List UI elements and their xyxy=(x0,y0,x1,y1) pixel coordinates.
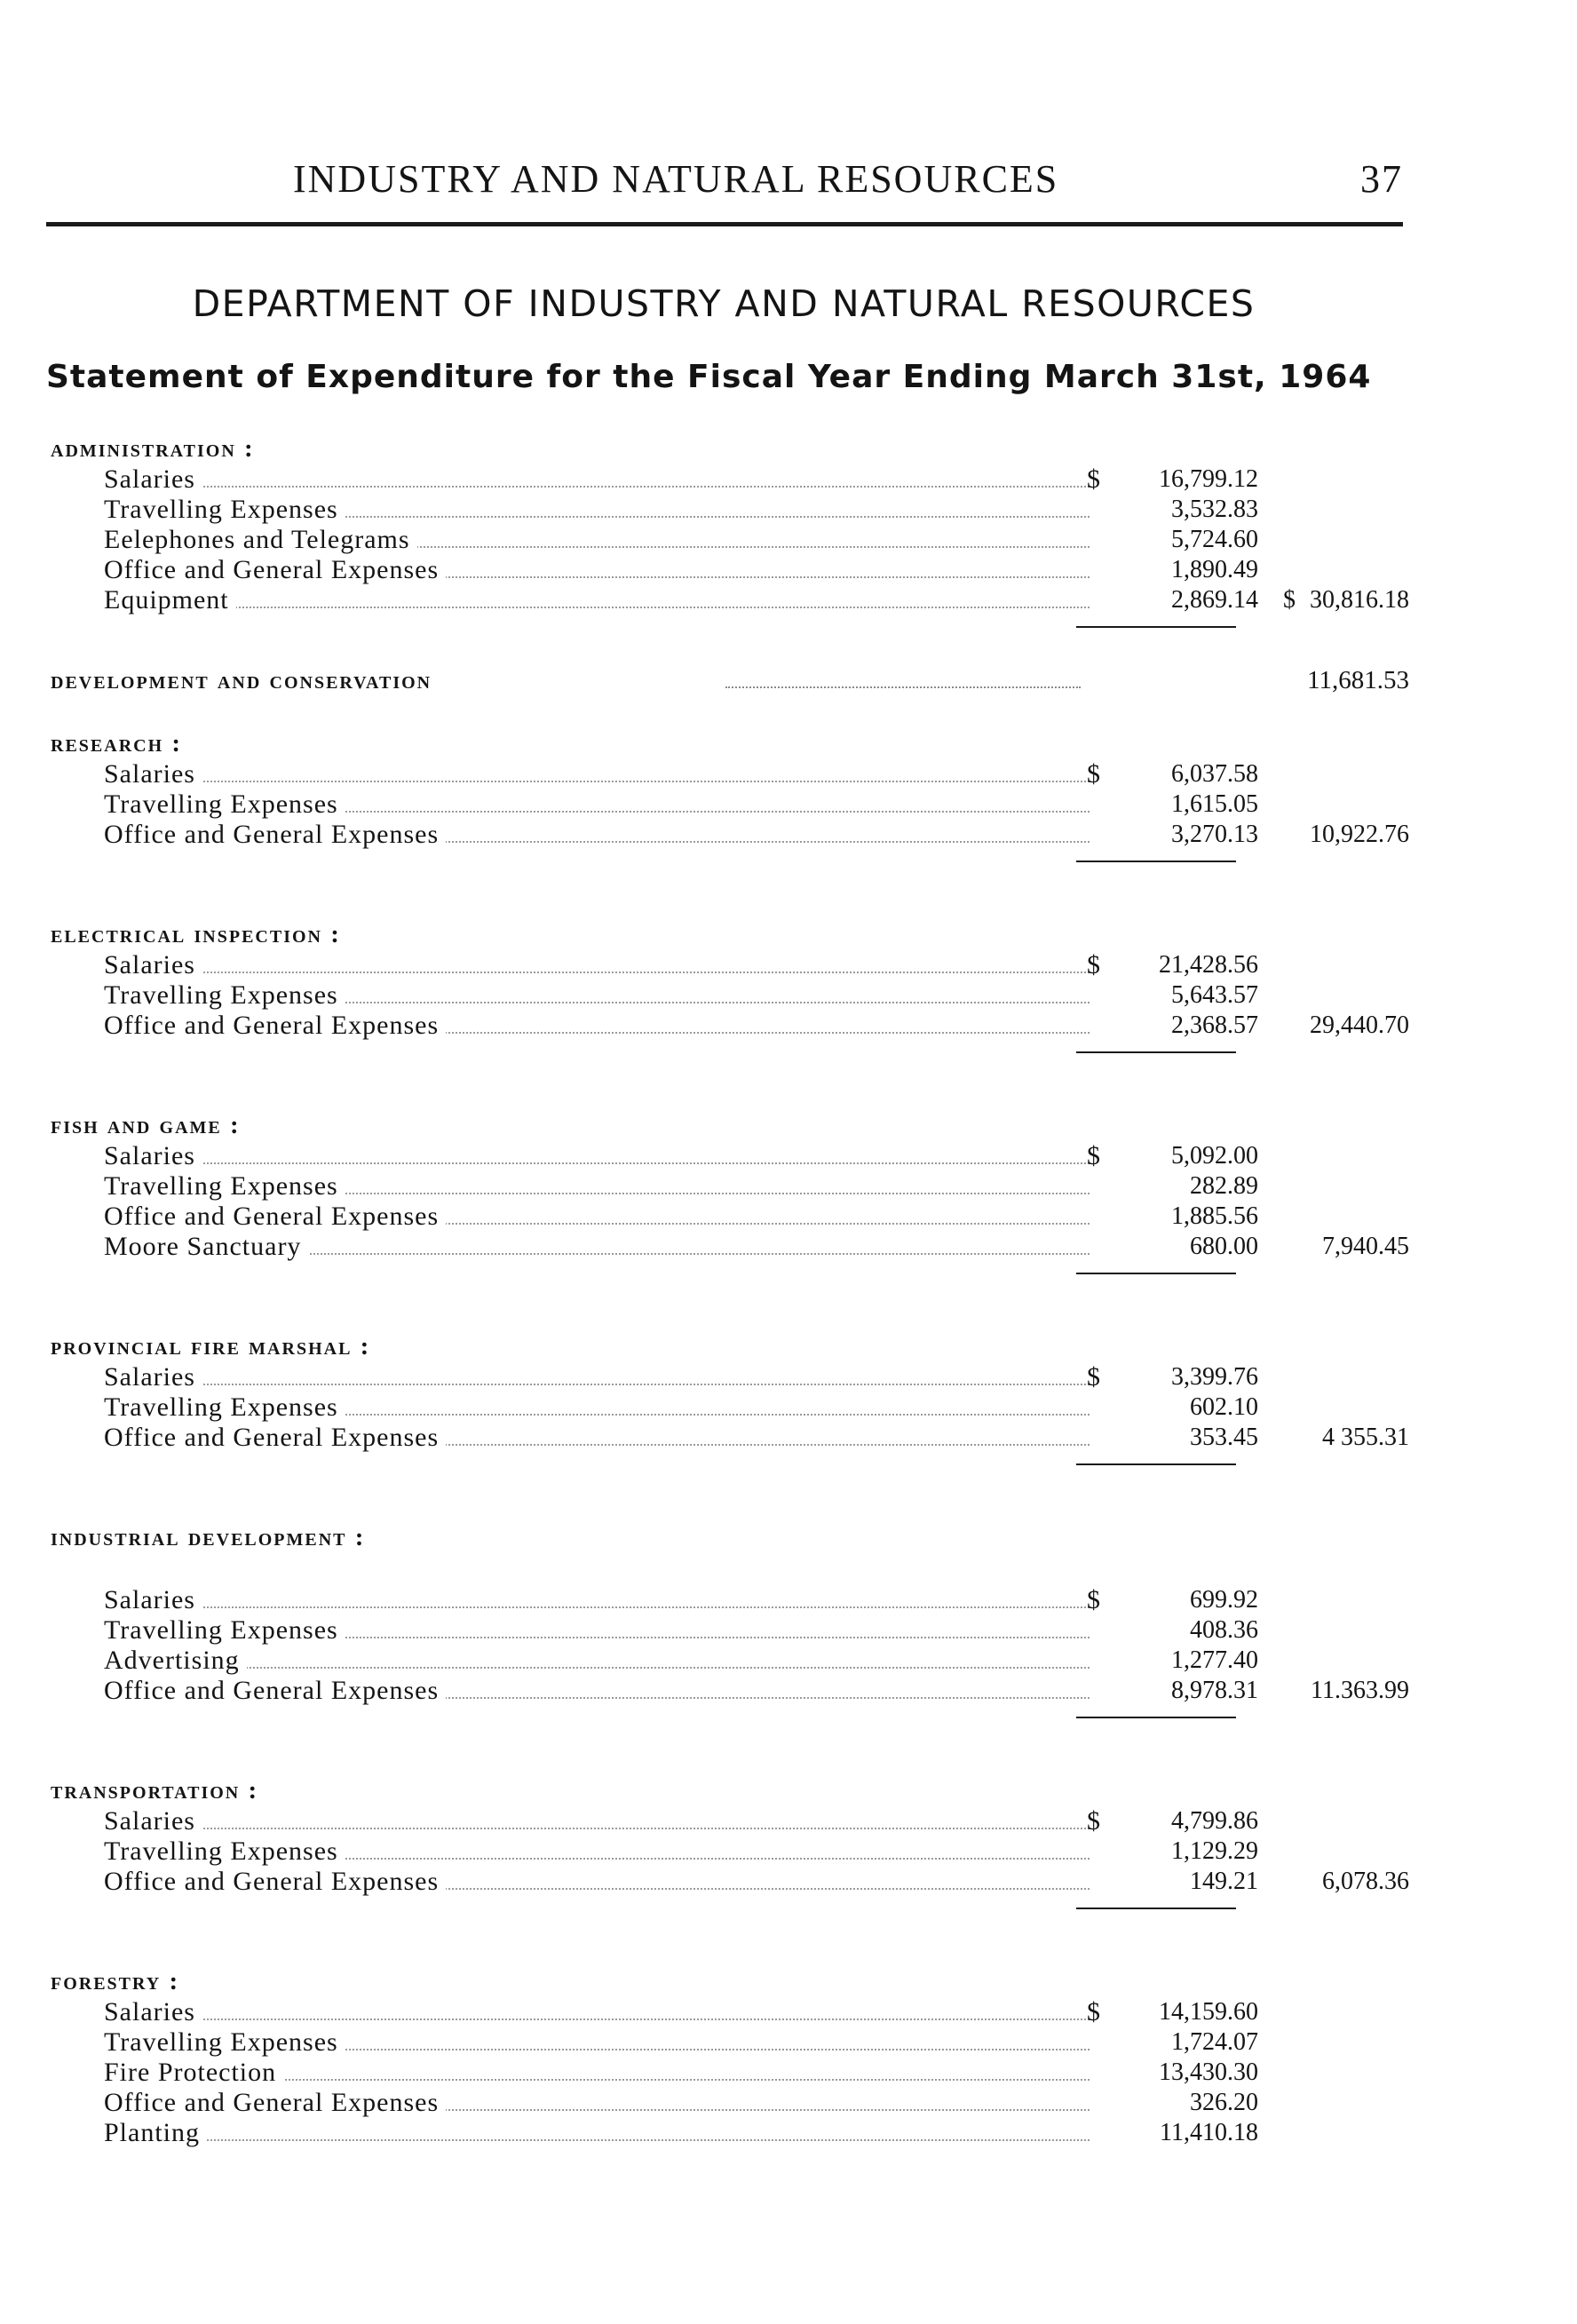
item-label: Salaries xyxy=(104,1585,202,1615)
subtotal-rule xyxy=(51,1706,1409,1724)
dot-leader xyxy=(104,607,1090,608)
item-amount: 1,615.05 xyxy=(1171,790,1258,818)
line-item xyxy=(51,950,1409,980)
section-transportation xyxy=(51,1775,1409,1915)
item-amount: 1,890.49 xyxy=(1171,556,1258,583)
item-amount: 1,277.40 xyxy=(1171,1646,1258,1674)
item-amount: 3,399.76 xyxy=(1171,1363,1258,1391)
item-amount: 3,532.83 xyxy=(1171,496,1258,523)
line-item xyxy=(51,1362,1409,1392)
item-amount: 5,643.57 xyxy=(1171,981,1258,1009)
running-head-title: INDUSTRY AND NATURAL RESOURCES xyxy=(293,157,1059,201)
item-amount: 14,159.60 xyxy=(1159,1998,1258,2026)
line-item xyxy=(51,1806,1409,1836)
item-amount: 353.45 xyxy=(1190,1424,1258,1451)
dollar-sign: $ xyxy=(1087,1585,1100,1614)
item-amount: 3,270.13 xyxy=(1171,821,1258,848)
page-number: 37 xyxy=(1360,157,1403,201)
section-heading xyxy=(51,1331,1409,1362)
item-label: Travelling Expenses xyxy=(104,1171,345,1202)
line-item xyxy=(51,820,1409,850)
section-heading xyxy=(51,1522,1409,1553)
line-item xyxy=(51,1011,1409,1041)
item-amount: 1,885.56 xyxy=(1171,1202,1258,1230)
section-total: 11,681.53 xyxy=(1307,666,1409,694)
section-electrical-inspection xyxy=(51,919,1409,1059)
dot-leader xyxy=(104,1384,1090,1385)
item-label: Office and General Expenses xyxy=(104,820,446,850)
item-amount: 2,368.57 xyxy=(1171,1011,1258,1039)
item-amount: 6,037.58 xyxy=(1171,760,1258,788)
item-label: Salaries xyxy=(104,950,202,980)
section-total: 4 355.31 xyxy=(1322,1424,1409,1451)
item-amount: 602.10 xyxy=(1190,1393,1258,1421)
line-item xyxy=(51,464,1409,495)
item-amount: 5,724.60 xyxy=(1171,526,1258,553)
expenditure-statement xyxy=(51,433,1409,2148)
header-rule xyxy=(46,222,1403,226)
item-label: Office and General Expenses xyxy=(104,1676,446,1706)
item-amount: 282.89 xyxy=(1190,1172,1258,1200)
section-heading xyxy=(51,728,1409,759)
section-provincial-fire-marshal xyxy=(51,1331,1409,1471)
section-heading xyxy=(51,1966,1409,1997)
item-amount: 680.00 xyxy=(1190,1233,1258,1260)
item-label: Salaries xyxy=(104,759,202,789)
dot-leader xyxy=(104,1828,1090,1829)
section-heading xyxy=(51,665,1409,696)
line-item xyxy=(51,555,1409,585)
item-amount: 4,799.86 xyxy=(1171,1807,1258,1835)
dot-leader xyxy=(104,781,1090,782)
line-item xyxy=(51,1646,1409,1676)
section-heading-text: transportation : xyxy=(51,1776,259,1804)
line-item xyxy=(51,1615,1409,1646)
item-label: Office and General Expenses xyxy=(104,1423,446,1453)
item-label: Salaries xyxy=(104,1997,202,2027)
section-heading-text: forestry : xyxy=(51,1967,180,1995)
item-amount: 149.21 xyxy=(1190,1868,1258,1895)
item-label: Salaries xyxy=(104,1141,202,1171)
department-title: DEPARTMENT OF INDUSTRY AND NATURAL RESOURCES xyxy=(192,282,1256,325)
dollar-sign: $ xyxy=(1087,950,1100,980)
item-label: Office and General Expenses xyxy=(104,2088,446,2118)
section-total: 7,940.45 xyxy=(1322,1233,1409,1260)
line-item xyxy=(51,1836,1409,1867)
dot-leader xyxy=(104,1667,1090,1669)
item-amount: 2,869.14 xyxy=(1171,586,1258,614)
line-item xyxy=(51,495,1409,525)
dollar-sign: $ xyxy=(1087,1806,1100,1836)
dollar-sign: $ xyxy=(1087,759,1100,789)
dollar-sign: $ xyxy=(1087,1141,1100,1170)
section-heading xyxy=(51,433,1409,464)
line-item xyxy=(51,1997,1409,2027)
item-label: Salaries xyxy=(104,464,202,495)
section-heading-text: administration : xyxy=(51,434,255,463)
section-heading xyxy=(51,1110,1409,1141)
section-total: 11.363.99 xyxy=(1311,1677,1409,1704)
item-amount: 13,430.30 xyxy=(1159,2058,1258,2086)
section-research xyxy=(51,728,1409,868)
item-label: Travelling Expenses xyxy=(104,980,345,1011)
line-item xyxy=(51,1585,1409,1615)
item-label: Salaries xyxy=(104,1362,202,1392)
section-forestry xyxy=(51,1966,1409,2148)
item-label: Office and General Expenses xyxy=(104,1011,446,1041)
section-total: 6,078.36 xyxy=(1322,1868,1409,1895)
section-administration xyxy=(51,433,1409,633)
item-label: Office and General Expenses xyxy=(104,1867,446,1897)
item-amount: 326.20 xyxy=(1190,2089,1258,2116)
section-industrial-development xyxy=(51,1522,1409,1724)
subtotal-rule xyxy=(51,615,1409,633)
subtotal-rule xyxy=(51,1041,1409,1059)
item-label: Travelling Expenses xyxy=(104,2027,345,2058)
dollar-sign: $ xyxy=(1087,1997,1100,2027)
section-heading-text: development and conservation xyxy=(51,666,432,694)
line-item xyxy=(51,585,1409,615)
item-label: Moore Sanctuary xyxy=(104,1232,308,1262)
line-item xyxy=(51,1867,1409,1897)
dollar-sign: $ xyxy=(1087,1362,1100,1392)
dot-leader xyxy=(725,686,1081,688)
line-item xyxy=(51,525,1409,555)
line-item xyxy=(51,1392,1409,1423)
line-item xyxy=(51,2088,1409,2118)
item-label: Travelling Expenses xyxy=(104,495,345,525)
section-heading-text: electrical inspection : xyxy=(51,920,341,948)
item-label: Eelephones and Telegrams xyxy=(104,525,417,555)
dot-leader xyxy=(104,486,1090,488)
item-label: Travelling Expenses xyxy=(104,1836,345,1867)
item-amount: 8,978.31 xyxy=(1171,1677,1258,1704)
section-heading-text: fish and game : xyxy=(51,1111,241,1139)
item-amount: 1,129.29 xyxy=(1171,1837,1258,1865)
line-item xyxy=(51,1232,1409,1262)
subtotal-rule xyxy=(51,1262,1409,1280)
item-label: Travelling Expenses xyxy=(104,789,345,820)
dot-leader xyxy=(104,2019,1090,2020)
item-amount: 699.92 xyxy=(1190,1586,1258,1614)
line-item xyxy=(51,2058,1409,2088)
dollar-sign: $ xyxy=(1283,586,1296,614)
item-label: Office and General Expenses xyxy=(104,555,446,585)
dot-leader xyxy=(104,1162,1090,1164)
dollar-sign: $ xyxy=(1087,464,1100,494)
line-item xyxy=(51,2118,1409,2148)
line-item xyxy=(51,1202,1409,1232)
item-amount: 408.36 xyxy=(1190,1616,1258,1644)
item-amount: 5,092.00 xyxy=(1171,1142,1258,1170)
line-item xyxy=(51,1676,1409,1706)
item-label: Equipment xyxy=(104,585,236,615)
section-total-value: 30,816.18 xyxy=(1310,586,1409,614)
item-label: Travelling Expenses xyxy=(104,1392,345,1423)
dot-leader xyxy=(104,2139,1090,2141)
line-item xyxy=(51,1171,1409,1202)
section-heading-text: research : xyxy=(51,729,183,757)
dot-leader xyxy=(104,972,1090,973)
item-label: Planting xyxy=(104,2118,207,2148)
subtotal-rule xyxy=(51,1897,1409,1915)
section-heading xyxy=(51,1775,1409,1806)
subtotal-rule xyxy=(51,1453,1409,1471)
line-item xyxy=(51,980,1409,1011)
line-item xyxy=(51,1141,1409,1171)
statement-title: Statement of Expenditure for the Fiscal Year Ending March 31st, 1964 xyxy=(46,359,1372,395)
item-label: Fire Protection xyxy=(104,2058,283,2088)
item-label: Office and General Expenses xyxy=(104,1202,446,1232)
section-heading-text: industrial development : xyxy=(51,1523,366,1551)
section-total: 10,922.76 xyxy=(1310,821,1409,848)
section-heading-text: provincial fire marshal : xyxy=(51,1332,371,1360)
item-amount: 21,428.56 xyxy=(1159,951,1258,979)
subtotal-rule xyxy=(51,850,1409,868)
section-heading xyxy=(51,919,1409,950)
item-amount: 16,799.12 xyxy=(1159,465,1258,493)
item-label: Advertising xyxy=(104,1646,247,1676)
item-amount: 1,724.07 xyxy=(1171,2028,1258,2056)
line-item xyxy=(51,789,1409,820)
dot-leader xyxy=(104,1606,1090,1608)
section-total: 29,440.70 xyxy=(1310,1011,1409,1039)
section-total xyxy=(1214,585,1409,615)
line-item xyxy=(51,1423,1409,1453)
running-head xyxy=(44,156,1403,210)
item-label: Travelling Expenses xyxy=(104,1615,345,1646)
item-amount: 11,410.18 xyxy=(1160,2119,1258,2146)
item-label: Salaries xyxy=(104,1806,202,1836)
line-item xyxy=(51,759,1409,789)
section-development xyxy=(51,665,1409,696)
section-fish-and-game xyxy=(51,1110,1409,1280)
line-item xyxy=(51,2027,1409,2058)
